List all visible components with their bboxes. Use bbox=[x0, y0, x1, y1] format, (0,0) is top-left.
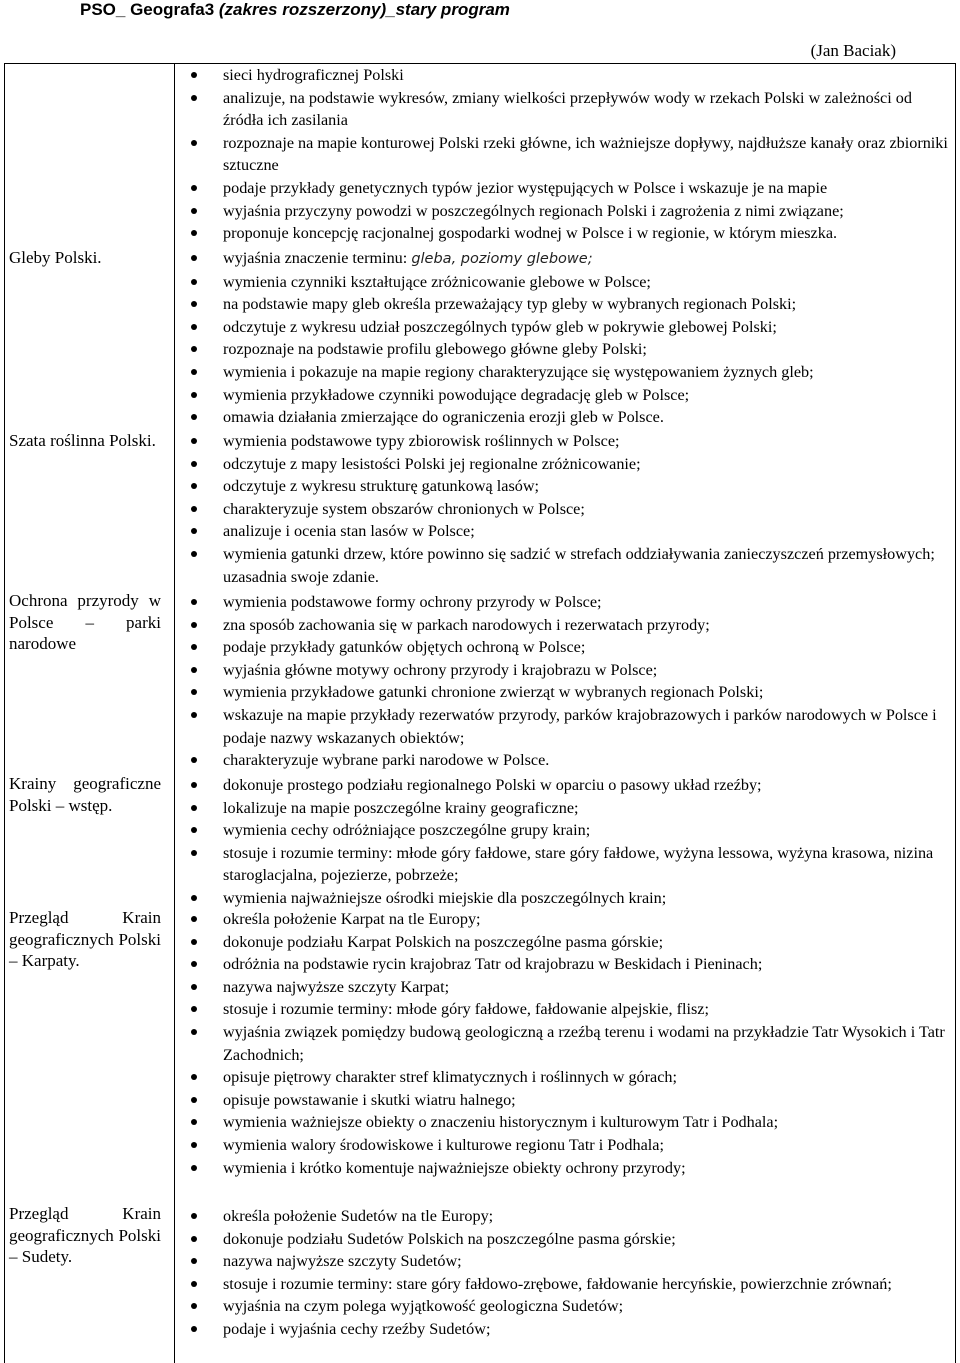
list-item: podaje przykłady genetycznych typów jezior występujących w Polsce i wskazuje je na mapie bbox=[180, 177, 950, 200]
table-right-border bbox=[955, 63, 956, 1363]
list-item: opisuje powstawanie i skutki wiatru halnego; bbox=[180, 1089, 950, 1112]
list-item: odczytuje z mapy lesistości Polski jej regionalne zróżnicowanie; bbox=[180, 453, 950, 476]
section-label-krainy bbox=[9, 773, 161, 816]
list-item: odczytuje z wykresu udział poszczególnych typów gleb w pokrywie glebowej Polski; bbox=[180, 316, 950, 339]
list-item: wymienia podstawowe typy zbiorowisk roślinnych w Polsce; bbox=[180, 430, 950, 453]
list-item: wymienia podstawowe formy ochrony przyrody w Polsce; bbox=[180, 591, 950, 614]
list-item: proponuje koncepcję racjonalnej gospodarki wodnej w Polsce i w regionie, w którym mieszka. bbox=[180, 222, 950, 245]
sudety-list bbox=[180, 1205, 950, 1341]
list-item: wymienia przykładowe czynniki powodujące degradację gleb w Polsce; bbox=[180, 384, 950, 407]
list-item: nazywa najwyższe szczyty Karpat; bbox=[180, 976, 950, 999]
section-label-szata: Szata roślinna Polski. bbox=[9, 431, 156, 450]
list-item: podaje i wyjaśnia cechy rzeźby Sudetów; bbox=[180, 1318, 950, 1341]
list-item bbox=[180, 247, 950, 271]
document-header bbox=[80, 0, 510, 24]
karpaty-list bbox=[180, 908, 950, 1179]
intro-list bbox=[180, 64, 950, 245]
section-label-ochrona-text: Ochrona przyrody w Polsce – parki narodowe bbox=[9, 591, 161, 653]
list-item: wymienia czynniki kształtujące zróżnicowanie glebowe w Polsce; bbox=[180, 271, 950, 294]
list-item: charakteryzuje wybrane parki narodowe w Polsce. bbox=[180, 749, 950, 772]
list-item: rozpoznaje na mapie konturowej Polski rzeki główne, ich ważniejsze dopływy, najdłuższe kanały oraz zbiorniki sztuczne bbox=[180, 132, 950, 177]
list-item: odróżnia na podstawie rycin krajobraz Tatr od krajobrazu w Beskidach i Pieninach; bbox=[180, 953, 950, 976]
list-item: stosuje i rozumie terminy: młode góry fałdowe, stare góry fałdowe, wyżyna lessowa, wyżyna krasowa, nizina staroglacjalna, pojezierze, pobrzeże; bbox=[180, 842, 950, 887]
table-column-divider bbox=[174, 63, 175, 1363]
list-item: analizuje, na podstawie wykresów, zmiany wielkości przepływów wody w rzekach Polski w zależności od źródła ich zasilania bbox=[180, 87, 950, 132]
list-item: dokonuje podziału Karpat Polskich na poszczególne pasma górskie; bbox=[180, 931, 950, 954]
szata-list bbox=[180, 430, 950, 588]
section-label-sudety bbox=[9, 1203, 161, 1268]
list-item: wymienia ważniejsze obiekty o znaczeniu historycznym i kulturowym Tatr i Podhala; bbox=[180, 1111, 950, 1134]
list-item: określa położenie Sudetów na tle Europy; bbox=[180, 1205, 950, 1228]
list-item: wyjaśnia główne motywy ochrony przyrody i krajobrazu w Polsce; bbox=[180, 659, 950, 682]
list-item: wyjaśnia przyczyny powodzi w poszczególnych regionach Polski i zagrożenia z nimi związane; bbox=[180, 200, 950, 223]
list-item: sieci hydrograficznej Polski bbox=[180, 64, 950, 87]
list-item: wymienia cechy odróżniające poszczególne grupy krain; bbox=[180, 819, 950, 842]
author-name: (Jan Baciak) bbox=[810, 41, 896, 60]
list-item: charakteryzuje system obszarów chronionych w Polsce; bbox=[180, 498, 950, 521]
header-title-suffix: (zakres rozszerzony)_stary program bbox=[218, 0, 510, 19]
term-prefix: wyjaśnia znaczenie terminu: bbox=[223, 249, 412, 267]
list-item: wyjaśnia związek pomiędzy budową geologiczną a rzeźbą terenu i wodami na przykładzie Tatr Wysokich i Tatr Zachodnich; bbox=[180, 1021, 950, 1066]
list-item: stosuje i rozumie terminy: młode góry fałdowe, fałdowanie alpejskie, flisz; bbox=[180, 998, 950, 1021]
list-item: wymienia i pokazuje na mapie regiony charakteryzujące się występowaniem żyznych gleb; bbox=[180, 361, 950, 384]
list-item: wymienia gatunki drzew, które powinno się sadzić w strefach oddziaływania zanieczyszczeń przemysłowych; uzasadnia swoje zdanie. bbox=[180, 543, 950, 588]
list-item: określa położenie Karpat na tle Europy; bbox=[180, 908, 950, 931]
list-item: opisuje piętrowy charakter stref klimatycznych i roślinnych w górach; bbox=[180, 1066, 950, 1089]
list-item: dokonuje podziału Sudetów Polskich na poszczególne pasma górskie; bbox=[180, 1228, 950, 1251]
section-label-karpaty bbox=[9, 907, 161, 972]
term-italic: gleba, poziomy glebowe; bbox=[411, 251, 593, 267]
section-label-sudety-text: Przegląd Krain geograficznych Polski – Sudety. bbox=[9, 1204, 161, 1266]
section-label-karpaty-text: Przegląd Krain geograficznych Polski – Karpaty. bbox=[9, 908, 161, 970]
list-item: wymienia walory środowiskowe i kulturowe regionu Tatr i Podhala; bbox=[180, 1134, 950, 1157]
section-label-gleby: Gleby Polski. bbox=[9, 248, 102, 267]
list-item: wymienia i krótko komentuje najważniejsze obiekty ochrony przyrody; bbox=[180, 1157, 950, 1180]
gleby-list bbox=[180, 247, 950, 429]
list-item: rozpoznaje na podstawie profilu glebowego główne gleby Polski; bbox=[180, 338, 950, 361]
list-item: zna sposób zachowania się w parkach narodowych i rezerwatach przyrody; bbox=[180, 614, 950, 637]
list-item: analizuje i ocenia stan lasów w Polsce; bbox=[180, 520, 950, 543]
list-item: wyjaśnia na czym polega wyjątkowość geologiczna Sudetów; bbox=[180, 1295, 950, 1318]
section-label-krainy-text: Krainy geograficzne Polski – wstęp. bbox=[9, 774, 161, 815]
list-item: na podstawie mapy gleb określa przeważający typ gleby w wybranych regionach Polski; bbox=[180, 293, 950, 316]
list-item: wskazuje na mapie przykłady rezerwatów przyrody, parków krajobrazowych i parków narodowych w Polsce i podaje nazwy wskazanych obiektów; bbox=[180, 704, 950, 749]
list-item: nazywa najwyższe szczyty Sudetów; bbox=[180, 1250, 950, 1273]
section-label-ochrona bbox=[9, 590, 161, 655]
list-item: dokonuje prostego podziału regionalnego Polski w oparciu o pasowy układ rzeźby; bbox=[180, 774, 950, 797]
list-item: wymienia najważniejsze ośrodki miejskie dla poszczególnych krain; bbox=[180, 887, 950, 910]
header-title-prefix: PSO_ Geografa3 bbox=[80, 0, 219, 19]
krainy-list bbox=[180, 774, 950, 910]
table-left-border bbox=[4, 63, 5, 1363]
list-item: lokalizuje na mapie poszczególne krainy geograficzne; bbox=[180, 797, 950, 820]
list-item: stosuje i rozumie terminy: stare góry fałdowo-zrębowe, fałdowanie hercyńskie, powierzchnie zrównań; bbox=[180, 1273, 950, 1296]
list-item: omawia działania zmierzające do ograniczenia erozji gleb w Polsce. bbox=[180, 406, 950, 429]
list-item: odczytuje z wykresu strukturę gatunkową lasów; bbox=[180, 475, 950, 498]
list-item: podaje przykłady gatunków objętych ochroną w Polsce; bbox=[180, 636, 950, 659]
list-item: wymienia przykładowe gatunki chronione zwierząt w wybranych regionach Polski; bbox=[180, 681, 950, 704]
ochrona-list bbox=[180, 591, 950, 772]
